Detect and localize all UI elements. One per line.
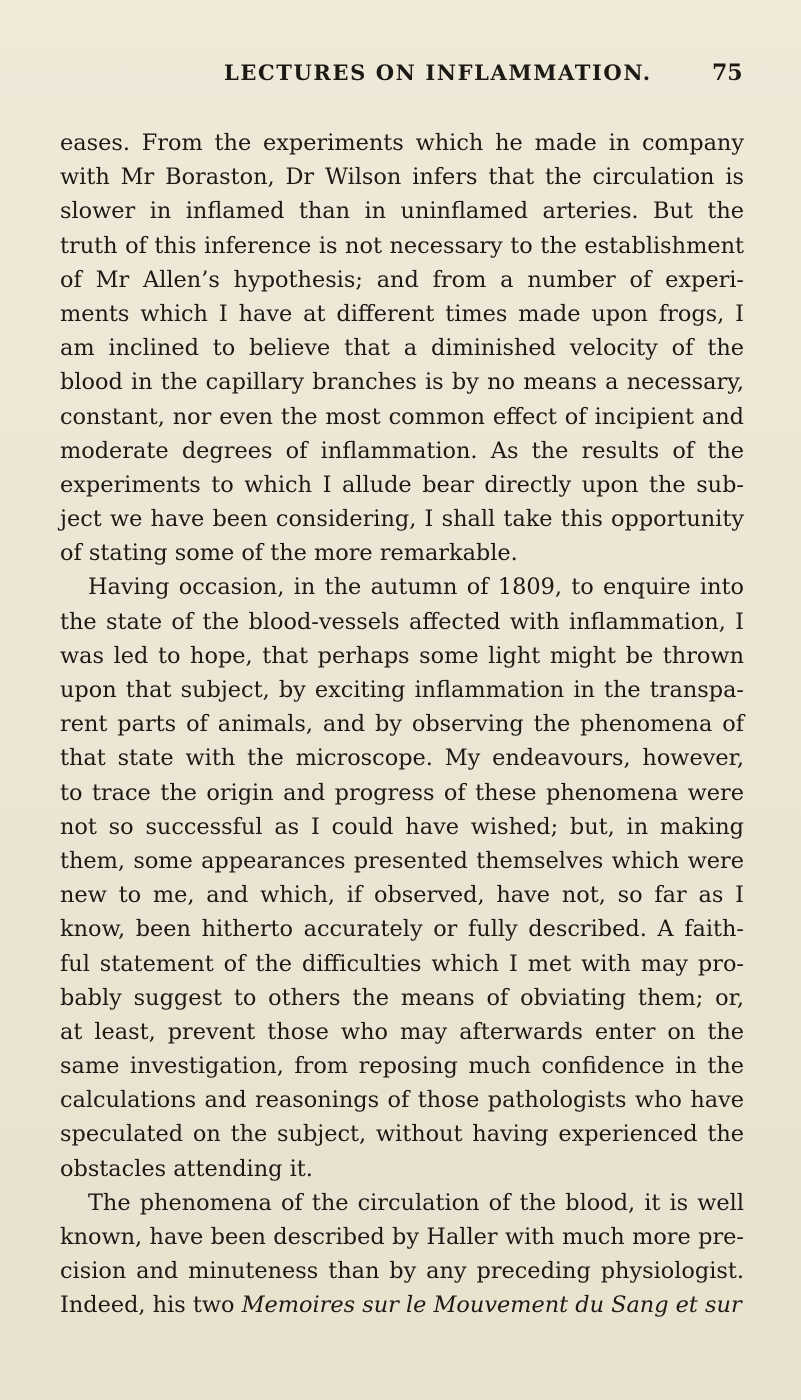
page-number: 75 xyxy=(712,60,743,86)
paragraph-end-line: of stating some of the more remarkable. xyxy=(60,540,518,567)
text-line: at least, prevent those who may afterwards enter on the xyxy=(60,1018,744,1045)
paragraph-start-line: The phenomena of the circulation of the blood, it is well xyxy=(88,1189,744,1216)
text-line: same investigation, from reposing much confidence in the xyxy=(60,1053,744,1080)
text-line: eases. From the experiments which he made in company xyxy=(60,130,744,156)
text-line: not so successful as I could have wished; but, in making xyxy=(60,813,744,840)
memoir-title: Memoires sur le Mouvement du Sang et sur xyxy=(241,1292,742,1319)
text-line: known, have been described by Haller with much more pre- xyxy=(60,1224,744,1250)
text-line: of Mr Allen’s hypothesis; and from a number of experi- xyxy=(60,266,744,293)
body-text xyxy=(60,126,744,1323)
paragraph-end-line: obstacles attending it. xyxy=(60,1155,313,1182)
text-line: speculated on the subject, without having experienced the xyxy=(60,1121,744,1148)
paragraph-start-line: Having occasion, in the autumn of 1809, to enquire into xyxy=(88,574,744,601)
text-line: calculations and reasonings of those pathologists who have xyxy=(60,1087,744,1114)
text-line: bably suggest to others the means of obviating them; or, xyxy=(60,984,744,1011)
text-line: ject we have been considering, I shall take this opportunity xyxy=(60,506,744,533)
text-line: know, been hitherto accurately or fully described. A faith- xyxy=(60,916,744,943)
text-line: new to me, and which, if observed, have not, so far as I xyxy=(60,882,744,909)
text-line: the state of the blood-vessels affected with inflammation, I xyxy=(60,608,744,635)
text-line: cision and minuteness than by any preceding physiologist. xyxy=(60,1258,744,1285)
running-head xyxy=(0,60,801,100)
text-line: upon that subject, by exciting inflammation in the transpa- xyxy=(60,677,744,703)
text-line: moderate degrees of inflammation. As the results of the xyxy=(60,437,744,464)
text-line: slower in inflamed than in uninflamed arteries. But the xyxy=(60,198,744,225)
text-line: am inclined to believe that a diminished velocity of the xyxy=(60,335,744,362)
text-line: truth of this inference is not necessary to the establishment xyxy=(60,232,744,259)
text-line: was led to hope, that perhaps some light might be thrown xyxy=(60,642,744,669)
text-line: to trace the origin and progress of these phenomena were xyxy=(60,779,744,806)
text-line: blood in the capillary branches is by no means a necessary, xyxy=(60,369,744,396)
text-line: rent parts of animals, and by observing the phenomena of xyxy=(60,711,744,738)
text-line-lead: Indeed, his two xyxy=(60,1292,242,1319)
text-line: ments which I have at different times made upon frogs, I xyxy=(60,300,744,327)
text-line: constant, nor even the most common effect of incipient and xyxy=(60,403,744,430)
text-line-with-title xyxy=(60,1288,744,1322)
text-line: them, some appearances presented themselves which were xyxy=(60,847,744,874)
running-title: LECTURES ON INFLAMMATION. xyxy=(224,60,652,85)
text-line: experiments to which I allude bear directly upon the sub- xyxy=(60,471,744,498)
text-line: that state with the microscope. My endeavours, however, xyxy=(60,745,744,772)
text-line: with Mr Boraston, Dr Wilson infers that the circulation is xyxy=(60,164,744,191)
text-line: ful statement of the difficulties which I met with may pro- xyxy=(60,950,744,977)
